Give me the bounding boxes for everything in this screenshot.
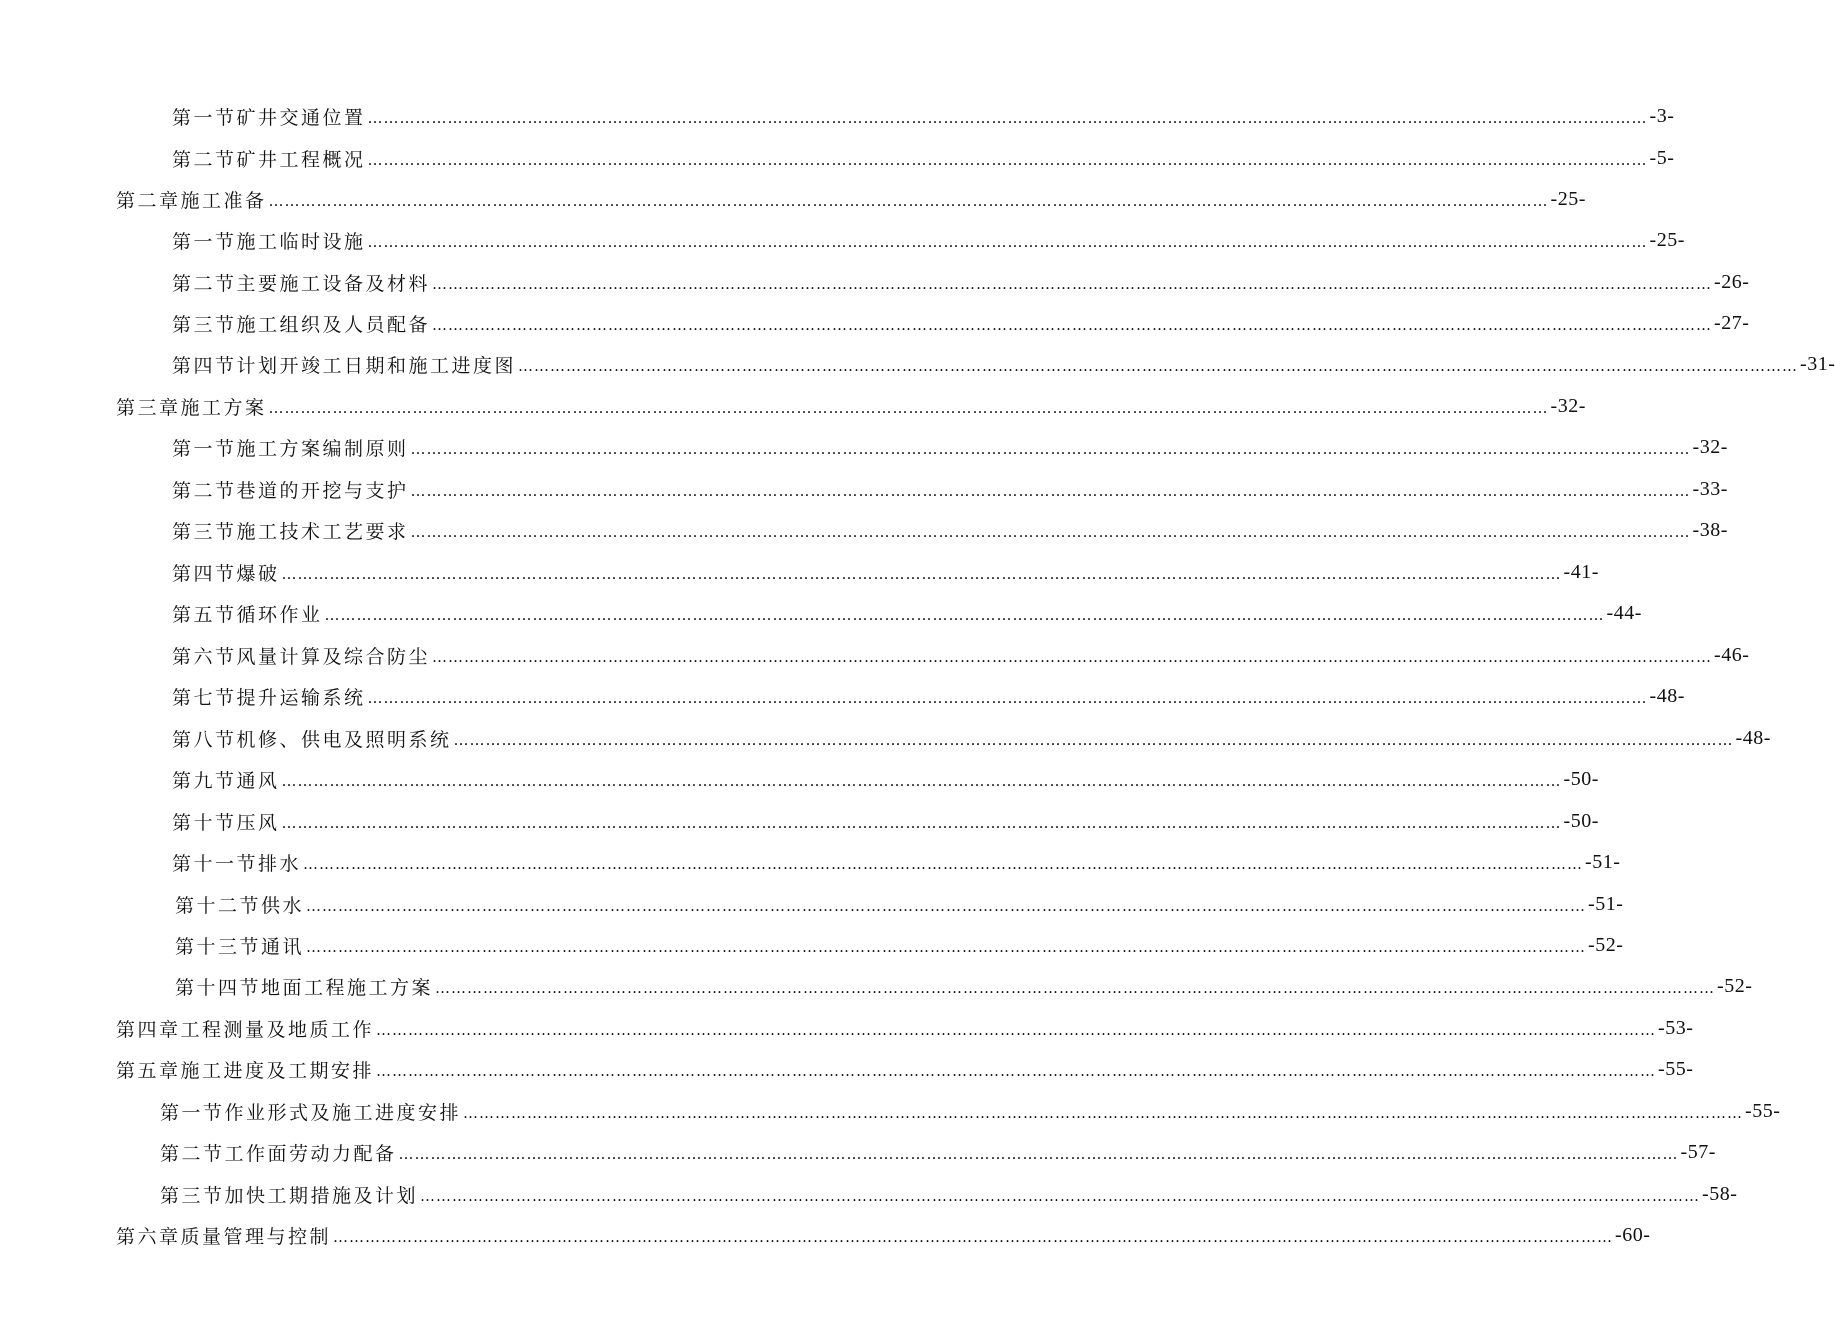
toc-entry-label: 第九节: [172, 769, 237, 792]
toc-entry-title: 施工组织及人员配备: [236, 313, 431, 336]
toc-entry-title: 施工方案编制原则: [236, 437, 409, 460]
toc-entry-label: 第十四节: [175, 976, 262, 999]
toc-entry-page: -55-: [1745, 1099, 1781, 1122]
toc-entry: [160, 1137, 1716, 1167]
toc-entry-title: 施工方案: [180, 396, 267, 419]
dot-leader: ……………………………………………………………………………………………………………………………………………………………………………………………………………………: [435, 979, 1716, 997]
toc-chapter-entry: [116, 1013, 1694, 1043]
dot-leader: ……………………………………………………………………………………………………………………………………………………………………………………………………………………: [376, 1062, 1657, 1080]
toc-entry: [172, 432, 1728, 462]
dot-leader: ……………………………………………………………………………………………………………………………………………………………………………………………………………………: [281, 814, 1562, 832]
toc-entry-label: 第六章: [116, 1225, 181, 1248]
toc-entry-title: 压风: [236, 811, 280, 834]
toc-entry: [172, 308, 1750, 338]
toc-entry-label: 第四节: [172, 354, 237, 377]
dot-leader: ……………………………………………………………………………………………………………………………………………………………………………………………………………………: [463, 1104, 1744, 1122]
toc-entry-title: 矿井工程概况: [236, 148, 366, 171]
toc-entry-page: -48-: [1649, 684, 1685, 707]
dot-leader: ……………………………………………………………………………………………………………………………………………………………………………………………………………………: [432, 648, 1713, 666]
toc-entry-page: -50-: [1563, 767, 1599, 790]
toc-entry: [175, 930, 1624, 960]
toc-entry: [172, 515, 1728, 545]
toc-entry-page: -60-: [1615, 1223, 1651, 1246]
toc-entry-page: -51-: [1588, 892, 1624, 915]
toc-entry-label: 第三节: [160, 1184, 225, 1207]
toc-chapter-entry: [116, 1220, 1651, 1250]
toc-entry-page: -32-: [1692, 435, 1728, 458]
toc-entry-label: 第三节: [172, 313, 237, 336]
toc-entry-label: 第五章: [116, 1059, 181, 1082]
dot-leader: ……………………………………………………………………………………………………………………………………………………………………………………………………………………: [306, 897, 1587, 915]
toc-entry-page: -44-: [1606, 601, 1642, 624]
toc-entry-label: 第五节: [172, 603, 237, 626]
toc-entry-label: 第一节: [172, 106, 237, 129]
toc-entry-title: 风量计算及综合防尘: [236, 645, 431, 668]
dot-leader: ……………………………………………………………………………………………………………………………………………………………………………………………………………………: [420, 1187, 1701, 1205]
toc-entry: [160, 1096, 1781, 1126]
toc-entry-title: 施工临时设施: [236, 230, 366, 253]
toc-entry-page: -31-: [1800, 352, 1835, 375]
toc-entry-label: 第一节: [160, 1101, 225, 1124]
toc-entry-page: -52-: [1717, 974, 1753, 997]
toc-entry-label: 第三章: [116, 396, 181, 419]
toc-entry-title: 地面工程施工方案: [261, 976, 434, 999]
dot-leader: ……………………………………………………………………………………………………………………………………………………………………………………………………………………: [281, 772, 1562, 790]
toc-entry: [172, 764, 1599, 794]
toc-entry-title: 计划开竣工日期和施工进度图: [236, 354, 517, 377]
toc-entry: [172, 806, 1599, 836]
toc-entry-label: 第一节: [172, 437, 237, 460]
toc-entry-label: 第二节: [172, 479, 237, 502]
toc-entry-title: 通讯: [261, 935, 305, 958]
toc-entry-label: 第二节: [172, 148, 237, 171]
dot-leader: ……………………………………………………………………………………………………………………………………………………………………………………………………………………: [410, 440, 1691, 458]
toc-entry-label: 第六节: [172, 645, 237, 668]
toc-entry-title: 矿井交通位置: [236, 106, 366, 129]
dot-leader: ……………………………………………………………………………………………………………………………………………………………………………………………………………………: [410, 482, 1691, 500]
toc-entry-label: 第十一节: [172, 852, 259, 875]
toc-entry-label: 第八节: [172, 728, 237, 751]
toc-entry: [172, 723, 1771, 753]
toc-entry-label: 第二节: [160, 1142, 225, 1165]
toc-entry-title: 机修、供电及照明系统: [236, 728, 452, 751]
toc-entry-label: 第二章: [116, 189, 181, 212]
dot-leader: ……………………………………………………………………………………………………………………………………………………………………………………………………………………: [518, 357, 1799, 375]
toc-entry-title: 工作面劳动力配备: [224, 1142, 397, 1165]
toc-entry-page: -51-: [1585, 850, 1621, 873]
toc-entry: [175, 971, 1753, 1001]
toc-entry-title: 循环作业: [236, 603, 323, 626]
toc-entry-page: -25-: [1649, 228, 1685, 251]
dot-leader: ……………………………………………………………………………………………………………………………………………………………………………………………………………………: [432, 316, 1713, 334]
toc-chapter-entry: [116, 1054, 1694, 1084]
toc-entry-page: -58-: [1702, 1182, 1738, 1205]
dot-leader: ……………………………………………………………………………………………………………………………………………………………………………………………………………………: [410, 523, 1691, 541]
toc-entry-title: 主要施工设备及材料: [236, 272, 431, 295]
toc-entry-page: -32-: [1550, 394, 1586, 417]
toc-entry-title: 施工技术工艺要求: [236, 520, 409, 543]
dot-leader: ……………………………………………………………………………………………………………………………………………………………………………………………………………………: [303, 855, 1584, 873]
toc-entry-page: -57-: [1680, 1140, 1716, 1163]
toc-chapter-entry: [116, 391, 1586, 421]
toc-entry-label: 第三节: [172, 520, 237, 543]
toc-entry-page: -46-: [1714, 643, 1750, 666]
dot-leader: ……………………………………………………………………………………………………………………………………………………………………………………………………………………: [367, 233, 1648, 251]
toc-entry: [172, 101, 1675, 131]
dot-leader: ……………………………………………………………………………………………………………………………………………………………………………………………………………………: [324, 606, 1605, 624]
toc-entry-page: -27-: [1714, 311, 1750, 334]
toc-entry-title: 质量管理与控制: [180, 1225, 332, 1248]
toc-entry-label: 第十二节: [175, 894, 262, 917]
toc-entry-label: 第七节: [172, 686, 237, 709]
toc-entry: [160, 1179, 1738, 1209]
dot-leader: ……………………………………………………………………………………………………………………………………………………………………………………………………………………: [367, 151, 1648, 169]
toc-entry-page: -26-: [1714, 270, 1750, 293]
toc-entry-page: -3-: [1649, 104, 1675, 127]
toc-entry: [172, 598, 1642, 628]
toc-entry-page: -50-: [1563, 809, 1599, 832]
toc-entry-label: 第四章: [116, 1018, 181, 1041]
toc-entry-title: 加快工期措施及计划: [224, 1184, 419, 1207]
toc-entry-title: 施工准备: [180, 189, 267, 212]
toc-entry-title: 排水: [258, 852, 302, 875]
toc-entry: [172, 640, 1750, 670]
toc-entry-title: 提升运输系统: [236, 686, 366, 709]
toc-entry-label: 第十节: [172, 811, 237, 834]
toc-entry-title: 供水: [261, 894, 305, 917]
dot-leader: ……………………………………………………………………………………………………………………………………………………………………………………………………………………: [268, 192, 1549, 210]
toc-entry-page: -25-: [1550, 187, 1586, 210]
dot-leader: ……………………………………………………………………………………………………………………………………………………………………………………………………………………: [367, 689, 1648, 707]
toc-entry: [172, 847, 1621, 877]
toc-entry-page: -55-: [1658, 1057, 1694, 1080]
toc-entry-label: 第一节: [172, 230, 237, 253]
toc-entry-label: 第四节: [172, 562, 237, 585]
dot-leader: ……………………………………………………………………………………………………………………………………………………………………………………………………………………: [398, 1145, 1679, 1163]
toc-entry-page: -38-: [1692, 518, 1728, 541]
toc-entry-page: -33-: [1692, 477, 1728, 500]
toc-chapter-entry: [116, 184, 1586, 214]
toc-entry-title: 通风: [236, 769, 280, 792]
toc-entry: [172, 349, 1835, 379]
toc-entry-title: 作业形式及施工进度安排: [224, 1101, 462, 1124]
toc-entry: [172, 143, 1675, 173]
toc-entry: [172, 557, 1599, 587]
toc-entry-title: 施工进度及工期安排: [180, 1059, 375, 1082]
toc-entry-page: -5-: [1649, 146, 1675, 169]
dot-leader: ……………………………………………………………………………………………………………………………………………………………………………………………………………………: [306, 938, 1587, 956]
toc-entry-page: -41-: [1563, 560, 1599, 583]
toc-entry: [172, 474, 1728, 504]
toc-entry-label: 第十三节: [175, 935, 262, 958]
toc-entry: [175, 889, 1624, 919]
dot-leader: ……………………………………………………………………………………………………………………………………………………………………………………………………………………: [453, 731, 1734, 749]
toc-entry-label: 第二节: [172, 272, 237, 295]
dot-leader: ……………………………………………………………………………………………………………………………………………………………………………………………………………………: [281, 565, 1562, 583]
dot-leader: ……………………………………………………………………………………………………………………………………………………………………………………………………………………: [376, 1021, 1657, 1039]
dot-leader: ……………………………………………………………………………………………………………………………………………………………………………………………………………………: [268, 399, 1549, 417]
toc-entry-page: -52-: [1588, 933, 1624, 956]
toc-entry-title: 巷道的开挖与支护: [236, 479, 409, 502]
dot-leader: ……………………………………………………………………………………………………………………………………………………………………………………………………………………: [333, 1228, 1614, 1246]
dot-leader: ……………………………………………………………………………………………………………………………………………………………………………………………………………………: [367, 109, 1648, 127]
dot-leader: ……………………………………………………………………………………………………………………………………………………………………………………………………………………: [432, 275, 1713, 293]
toc-entry-page: -48-: [1735, 726, 1771, 749]
toc-entry-page: -53-: [1658, 1016, 1694, 1039]
toc-entry-title: 工程测量及地质工作: [180, 1018, 375, 1041]
toc-entry: [172, 225, 1685, 255]
toc-entry-title: 爆破: [236, 562, 280, 585]
toc-entry: [172, 267, 1750, 297]
toc-entry: [172, 681, 1685, 711]
